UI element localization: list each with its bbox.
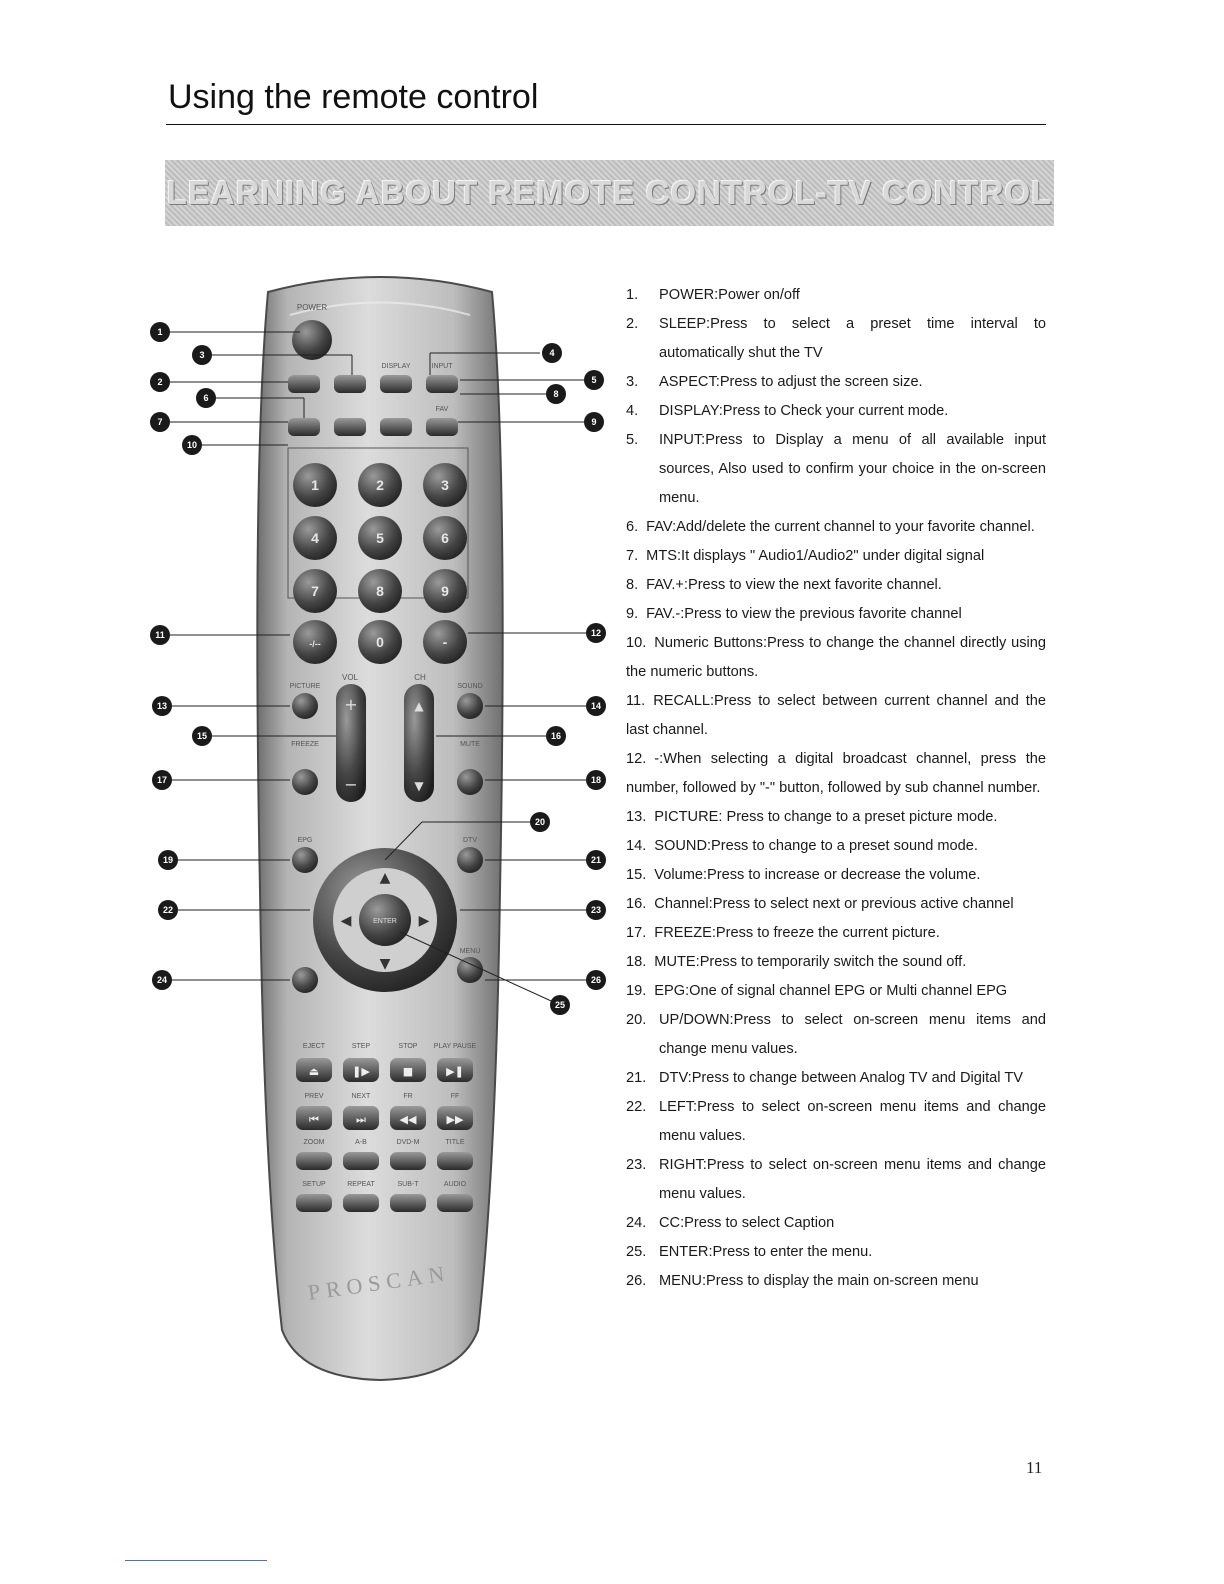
digit-9: 9 — [441, 583, 449, 599]
dvd-label-title: TITLE — [445, 1139, 465, 1146]
callout-19: 19 — [162, 855, 174, 865]
footer-rule — [125, 1560, 267, 1561]
digit-recall: -/-- — [309, 639, 321, 649]
svg-text:⏭: ⏭ — [356, 1113, 366, 1126]
callout-17: 17 — [156, 775, 168, 785]
list-item: 2. SLEEP:Press to select a preset time interval to automatically shut the TV — [626, 316, 1046, 361]
svg-text:▶❚: ▶❚ — [446, 1065, 464, 1078]
callout-15: 15 — [196, 731, 208, 741]
list-item: 16. Channel:Press to select next or previous active channel — [626, 896, 1014, 912]
navigation-pad — [313, 848, 457, 992]
callout-18: 18 — [590, 775, 602, 785]
remote-label-input: INPUT — [431, 363, 453, 370]
dvd-label-audio: AUDIO — [443, 1181, 467, 1188]
remote-label-display: DISPLAY — [381, 363, 411, 370]
freeze-button-shape — [292, 769, 318, 795]
remote-label-dtv: DTV — [463, 837, 477, 844]
svg-text:■: ■ — [402, 1065, 414, 1078]
cc-button-shape — [292, 967, 318, 993]
dvd-label-step: STEP — [351, 1043, 371, 1050]
dvd-label-repeat: REPEAT — [347, 1181, 375, 1188]
list-item: 24. CC:Press to select Caption — [626, 1215, 835, 1231]
list-item: 1. POWER:Power on/off — [626, 287, 800, 303]
remote-brand-logo: PROSCAN — [306, 1260, 452, 1305]
digit-2: 2 — [376, 477, 384, 493]
list-item: 21. DTV:Press to change between Analog TV and Digital TV — [626, 1070, 1023, 1086]
dvd-label-fr: FR — [403, 1093, 413, 1100]
remote-label-picture: PICTURE — [289, 683, 321, 690]
svg-text:◀: ◀ — [340, 913, 352, 929]
section-banner — [165, 160, 1054, 226]
remote-label-enter: ENTER — [373, 918, 397, 925]
remote-label-menu: MENU — [459, 948, 481, 955]
svg-text:▼: ▼ — [414, 779, 424, 793]
svg-text:⏮: ⏮ — [309, 1113, 319, 1126]
callout-14: 14 — [590, 701, 602, 711]
title-underline — [166, 124, 1046, 125]
remote-label-fav: FAV — [435, 406, 449, 413]
callout-4: 4 — [549, 348, 555, 358]
digit-7: 7 — [311, 583, 319, 599]
callout-10: 10 — [186, 440, 198, 450]
digit-8: 8 — [376, 583, 384, 599]
page-title: Using the remote control — [168, 78, 539, 116]
remote-control-illustration — [140, 270, 620, 1390]
callout-12: 12 — [590, 628, 602, 638]
sound-button-shape — [457, 693, 483, 719]
callout-3: 3 — [199, 350, 205, 360]
list-item: 12. -:When selecting a digital broadcast channel, press the number, followed by "-" button, followed by sub channel number. — [626, 751, 1046, 796]
callout-20: 20 — [534, 817, 546, 827]
digit-dash: - — [442, 634, 448, 650]
callout-22: 22 — [162, 905, 174, 915]
list-item: 26. MENU:Press to display the main on-screen menu — [626, 1273, 979, 1289]
callout-11: 11 — [155, 630, 165, 640]
list-item: 23. RIGHT:Press to select on-screen menu items and change menu values. — [626, 1157, 1046, 1202]
list-item: 11. RECALL:Press to select between current channel and the last channel. — [626, 693, 1046, 738]
svg-text:▶▶: ▶▶ — [446, 1113, 464, 1126]
callout-21: 21 — [590, 855, 602, 865]
list-item: 8. FAV.+:Press to view the next favorite channel. — [626, 577, 942, 593]
callout-23: 23 — [590, 905, 602, 915]
list-item: 5. INPUT:Press to Display a menu of all available input sources, Also used to confirm your choice in the on-screen menu. — [626, 432, 1046, 506]
remote-label-vol: VOL — [341, 673, 359, 682]
dvd-label-stop: STOP — [398, 1043, 418, 1050]
epg-button-shape — [292, 847, 318, 873]
digit-3: 3 — [441, 477, 449, 493]
dvd-label-setup: SETUP — [302, 1181, 326, 1188]
dvd-label-prev: PREV — [304, 1093, 324, 1100]
callout-6: 6 — [203, 393, 209, 403]
menu-button-shape — [457, 957, 483, 983]
list-item: 25. ENTER:Press to enter the menu. — [626, 1244, 873, 1260]
remote-label-epg: EPG — [297, 837, 313, 844]
digit-6: 6 — [441, 530, 449, 546]
list-item: 9. FAV.-:Press to view the previous favorite channel — [626, 606, 962, 622]
remote-label-ch: CH — [414, 673, 426, 682]
list-item: 10. Numeric Buttons:Press to change the channel directly using the numeric buttons. — [626, 635, 1046, 680]
digit-5: 5 — [376, 530, 384, 546]
callout-26: 26 — [590, 975, 602, 985]
callout-2: 2 — [157, 377, 163, 387]
svg-text:▲: ▲ — [379, 870, 391, 886]
list-item: 17. FREEZE:Press to freeze the current picture. — [626, 925, 940, 941]
list-item: 3. ASPECT:Press to adjust the screen size. — [626, 374, 923, 390]
list-item: 7. MTS:It displays " Audio1/Audio2" under digital signal — [626, 548, 985, 564]
list-item: 14. SOUND:Press to change to a preset sound mode. — [626, 838, 978, 854]
remote-label-freeze: FREEZE — [291, 741, 319, 748]
dvd-label-eject: EJECT — [302, 1043, 326, 1050]
callout-7: 7 — [157, 417, 163, 427]
mute-button-shape — [457, 769, 483, 795]
callout-24: 24 — [156, 975, 168, 985]
dvd-label-subt: SUB-T — [397, 1181, 419, 1188]
callout-5: 5 — [591, 375, 597, 385]
list-item: 15. Volume:Press to increase or decrease the volume. — [626, 867, 981, 883]
dvd-label-play: PLAY PAUSE — [433, 1043, 477, 1050]
page-number: 11 — [1026, 1458, 1043, 1477]
dvd-label-ff: FF — [450, 1093, 460, 1100]
remote-label-mute: MUTE — [460, 741, 480, 748]
callout-13: 13 — [156, 701, 168, 711]
callout-16: 16 — [550, 731, 562, 741]
list-item: 4. DISPLAY:Press to Check your current mode. — [626, 403, 949, 419]
power-button-shape — [292, 320, 332, 360]
callout-8: 8 — [553, 389, 559, 399]
list-item: 22. LEFT:Press to select on-screen menu items and change menu values. — [626, 1099, 1046, 1144]
digit-4: 4 — [311, 530, 319, 546]
svg-text:◀◀: ◀◀ — [399, 1113, 417, 1126]
dvd-label-zoom: ZOOM — [303, 1139, 325, 1146]
digit-1: 1 — [311, 477, 319, 493]
callout-1: 1 — [157, 327, 163, 337]
svg-text:▶: ▶ — [418, 913, 430, 929]
remote-body — [257, 277, 502, 1380]
svg-text:−: − — [344, 775, 358, 794]
svg-text:▲: ▲ — [414, 699, 424, 713]
picture-button-shape — [292, 693, 318, 719]
list-item: 6. FAV:Add/delete the current channel to your favorite channel. — [626, 519, 1035, 535]
svg-text:⏏: ⏏ — [308, 1065, 320, 1078]
digit-0: 0 — [376, 634, 384, 650]
remote-label-power: POWER — [296, 303, 328, 312]
svg-text:+: + — [344, 695, 358, 714]
list-item: 13. PICTURE: Press to change to a preset picture mode. — [626, 809, 998, 825]
list-item: 18. MUTE:Press to temporarily switch the sound off. — [626, 954, 967, 970]
list-item: 19. EPG:One of signal channel EPG or Multi channel EPG — [626, 983, 1008, 999]
dvd-label-dvdm: DVD-M — [396, 1139, 420, 1146]
svg-text:▼: ▼ — [379, 956, 391, 972]
button-description-list — [626, 281, 1046, 1296]
list-item: 20. UP/DOWN:Press to select on-screen menu items and change menu values. — [626, 1012, 1046, 1057]
callout-25: 25 — [554, 1000, 566, 1010]
banner-text: LEARNING ABOUT REMOTE CONTROL-TV CONTROL — [166, 174, 1053, 211]
callout-9: 9 — [591, 417, 597, 427]
remote-label-sound: SOUND — [457, 683, 483, 690]
svg-text:❚▶: ❚▶ — [352, 1065, 370, 1078]
dvd-label-ab: A-B — [355, 1139, 367, 1146]
dtv-button-shape — [457, 847, 483, 873]
dvd-label-next: NEXT — [351, 1093, 371, 1100]
